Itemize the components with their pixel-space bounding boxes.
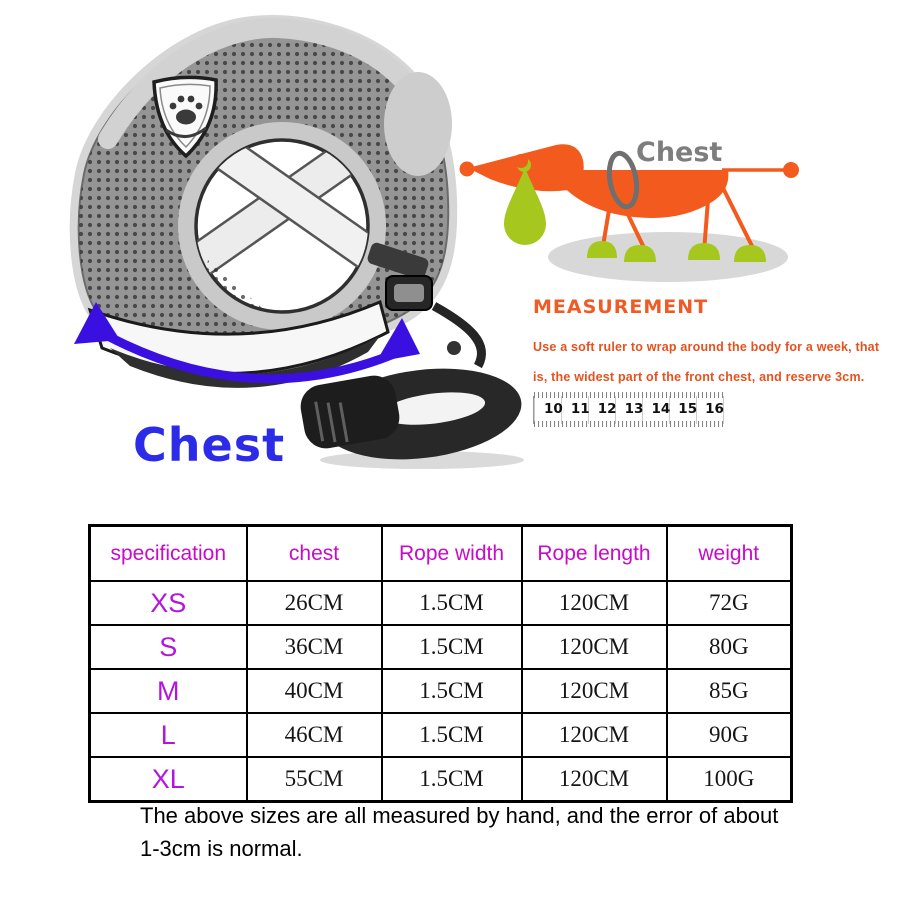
measurement-disclaimer: The above sizes are all measured by hand, and the error of about 1-3cm is normal.	[140, 803, 779, 861]
rope-length-value: 120CM	[522, 713, 667, 757]
weight-value: 100G	[667, 757, 792, 802]
ruler-ticks-bottom	[534, 421, 726, 427]
table-row	[90, 757, 792, 802]
ruler-graphic	[533, 396, 726, 424]
ruler-number: 15	[678, 401, 698, 417]
header-specification: specification	[90, 526, 247, 582]
size-chart-table	[88, 524, 793, 803]
chest-value: 36CM	[247, 625, 382, 669]
rope-width-value: 1.5CM	[382, 581, 522, 625]
leash-strap	[434, 306, 481, 366]
harness-sherpa-shoulder	[384, 72, 452, 176]
ruler-number: 11	[570, 401, 590, 417]
rope-width-value: 1.5CM	[382, 625, 522, 669]
chest-value: 46CM	[247, 713, 382, 757]
weight-value: 90G	[667, 713, 792, 757]
rope-width-value: 1.5CM	[382, 669, 522, 713]
rope-length-value: 120CM	[522, 757, 667, 802]
size-label: XL	[90, 757, 247, 802]
rope-width-value: 1.5CM	[382, 757, 522, 802]
measurement-instructions-line2: is, the widest part of the front chest, and reserve 3cm.	[533, 370, 865, 384]
size-label: M	[90, 669, 247, 713]
dog-chest-label: Chest	[636, 137, 723, 168]
ruler-number: 10	[544, 401, 563, 417]
ruler-number: 14	[651, 401, 671, 417]
table-header-row	[90, 526, 792, 582]
measurement-heading: MEASUREMENT	[533, 296, 709, 318]
ruler-number: 13	[624, 401, 644, 417]
table-row	[90, 581, 792, 625]
rope-length-value: 120CM	[522, 669, 667, 713]
table-row	[90, 625, 792, 669]
ruler-number: 16	[705, 401, 724, 417]
chest-value: 55CM	[247, 757, 382, 802]
header-weight: weight	[667, 526, 792, 582]
header-rope-length: Rope length	[522, 526, 667, 582]
ruler-number: 12	[597, 401, 617, 417]
ruler-ticks-top	[534, 392, 726, 398]
header-rope-width: Rope width	[382, 526, 522, 582]
weight-value: 72G	[667, 581, 792, 625]
weight-value: 80G	[667, 625, 792, 669]
dog-tail-dot	[783, 162, 799, 178]
ruler-numbers	[544, 401, 724, 417]
harness-chest-label: Chest	[133, 418, 286, 472]
weight-value: 85G	[667, 669, 792, 713]
chest-value: 26CM	[247, 581, 382, 625]
header-chest: chest	[247, 526, 382, 582]
chest-value: 40CM	[247, 669, 382, 713]
dog-nose-dot	[460, 162, 475, 177]
measurement-instructions-line1: Use a soft ruler to wrap around the body for a week, that	[533, 340, 880, 354]
size-label: XS	[90, 581, 247, 625]
rope-width-value: 1.5CM	[382, 713, 522, 757]
dog-measure-diagram	[452, 128, 804, 286]
rope-length-value: 120CM	[522, 625, 667, 669]
leash-clip	[447, 341, 461, 355]
table-row	[90, 713, 792, 757]
size-label: S	[90, 625, 247, 669]
size-label: L	[90, 713, 247, 757]
table-row	[90, 669, 792, 713]
rope-length-value: 120CM	[522, 581, 667, 625]
